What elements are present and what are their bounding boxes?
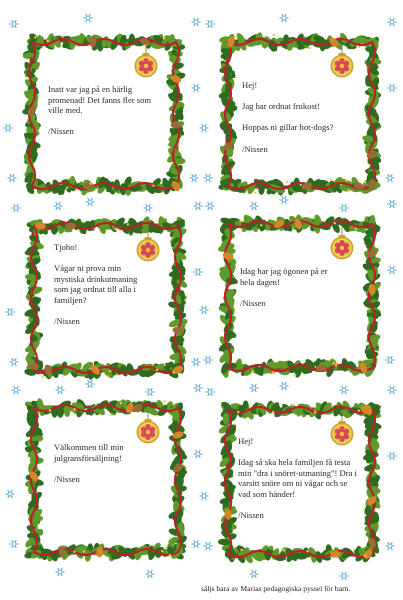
snowflake-icon: [12, 386, 20, 393]
note-paragraph: Välkommen till min julgransförsäljning!: [54, 442, 124, 463]
note-paragraph: Vågar ni prova min mystiska drinkutmaning som jag ordnat till alla i familjen?: [54, 263, 138, 305]
snowflake-icon: [6, 490, 14, 497]
snowflake-icon: [192, 540, 200, 547]
footer-credit: säljs bara av Marias pedagogiska pyssel för barn.: [201, 584, 351, 593]
snowflake-icon: [144, 204, 152, 211]
snowflake-icon: [204, 356, 212, 363]
note-signature: /Nissen: [240, 297, 266, 308]
note-signature: /Nissen: [54, 473, 80, 484]
snowflake-icon: [200, 492, 208, 499]
snowflake-icon: [388, 386, 396, 393]
snowflake-icon: [204, 174, 212, 181]
note-paragraph: Hej!: [242, 80, 258, 90]
note-text: [238, 436, 358, 521]
snowflake-icon: [6, 308, 14, 315]
note-text: [54, 242, 150, 327]
snowflake-icon: [386, 356, 394, 363]
snowflake-icon: [190, 174, 198, 181]
snowflake-icon: [386, 174, 394, 181]
snowflake-icon: [56, 386, 64, 393]
snowflake-icon: [194, 384, 202, 391]
note-signature: /Nissen: [242, 143, 268, 154]
snowflake-icon: [388, 84, 396, 91]
snowflake-icon: [192, 358, 200, 365]
snowflake-icon: [206, 20, 214, 27]
snowflake-icon: [388, 452, 396, 459]
snowflake-icon: [200, 306, 208, 313]
snowflake-icon: [194, 450, 202, 457]
snowflake-icon: [250, 570, 258, 577]
snowflake-icon: [10, 358, 18, 365]
snowflake-icon: [4, 124, 12, 131]
snowflake-icon: [388, 200, 396, 207]
ornament-icon: [135, 44, 157, 77]
note-paragraph: Hoppas ni gillar hot-dogs?: [242, 122, 334, 133]
note-paragraph: Idag har jag ögonen på er hela dagen!: [240, 266, 328, 287]
note-card-4: [214, 210, 386, 382]
snowflake-icon: [192, 84, 200, 91]
note-signature: /Nissen: [238, 510, 264, 521]
snowflake-icon: [200, 124, 208, 131]
snowflake-icon: [56, 568, 64, 575]
snowflake-icon: [388, 18, 396, 25]
note-paragraph: Jag har ordnat frukost!: [242, 101, 321, 112]
snowflake-icon: [8, 174, 16, 181]
note-card-2: [214, 28, 386, 200]
note-signature: /Nissen: [48, 126, 74, 137]
snowflake-icon: [12, 204, 20, 211]
snowflake-icon: [388, 266, 396, 273]
note-text: [242, 80, 348, 154]
snowflake-icon: [280, 382, 288, 389]
note-text: [54, 442, 154, 484]
snowflake-icon: [340, 386, 348, 393]
snowflake-icon: [250, 384, 258, 391]
snowflake-icon: [84, 14, 92, 21]
note-text: [48, 84, 162, 137]
snowflake-icon: [194, 202, 202, 209]
snowflake-icon: [250, 202, 258, 209]
snowflake-icon: [10, 540, 18, 547]
snowflake-icon: [10, 20, 18, 27]
snowflake-icon: [386, 542, 394, 549]
note-card-6: [214, 396, 386, 568]
snowflake-icon: [206, 202, 214, 209]
note-text: [240, 266, 340, 308]
snowflake-icon: [54, 202, 62, 209]
note-paragraph: Inatt var jag på en härlig promenad! Det fanns fler som ville med.: [48, 84, 152, 116]
note-card-3: [20, 212, 192, 384]
note-signature: /Nissen: [54, 316, 80, 327]
snowflake-icon: [280, 14, 288, 21]
snowflake-icon: [146, 570, 154, 577]
note-card-5: [20, 394, 192, 566]
snowflake-icon: [194, 268, 202, 275]
snowflake-icon: [206, 388, 214, 395]
snowflake-icon: [340, 572, 348, 579]
snowflake-icon: [204, 542, 212, 549]
note-paragraph: Hej!: [238, 436, 254, 446]
note-card-1: [18, 28, 190, 200]
note-paragraph: Tjoho!: [54, 242, 78, 252]
note-paragraph: Idag så ska hela familjen få testa min "dra i snöret-utmaning"! Dra i varsitt snöre om ni vågar och se vad som händer!: [238, 457, 357, 499]
snowflake-icon: [192, 18, 200, 25]
